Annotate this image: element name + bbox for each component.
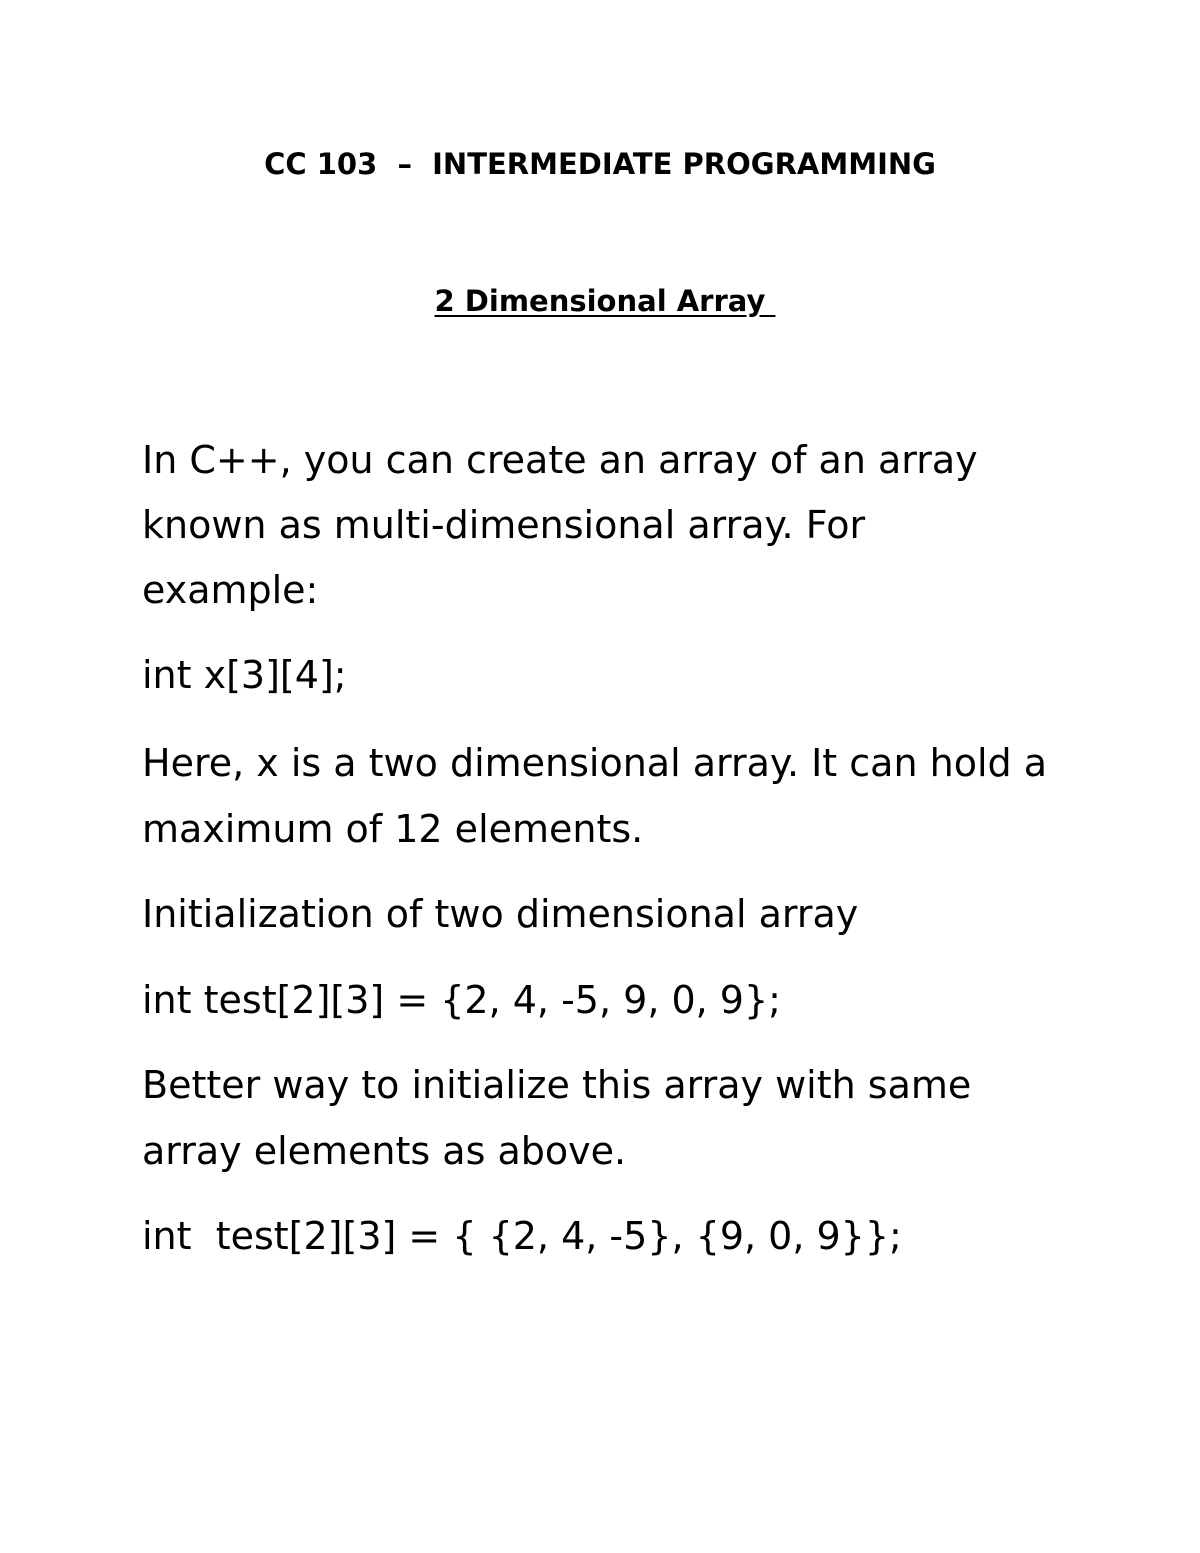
code-init-flat: int test[2][3] = {2, 4, -5, 9, 0, 9}; xyxy=(142,978,781,1022)
better-way-line-2: array elements as above. xyxy=(142,1129,627,1173)
intro-line-2: known as multi-dimensional array. For xyxy=(142,503,866,547)
intro-line-1: In C++, you can create an array of an array xyxy=(142,438,978,482)
initialization-heading: Initialization of two dimensional array xyxy=(142,892,859,936)
code-init-nested: int test[2][3] = { {2, 4, -5}, {9, 0, 9}}; xyxy=(142,1214,902,1258)
code-declaration: int x[3][4]; xyxy=(142,653,347,697)
explanation-line-1: Here, x is a two dimensional array. It can hold a xyxy=(142,741,1048,785)
course-title: CC 103 – INTERMEDIATE PROGRAMMING xyxy=(264,147,936,181)
better-way-line-1: Better way to initialize this array with same xyxy=(142,1063,972,1107)
intro-line-3: example: xyxy=(142,568,319,612)
explanation-line-2: maximum of 12 elements. xyxy=(142,807,644,851)
topic-title: 2 Dimensional Array xyxy=(434,284,776,318)
